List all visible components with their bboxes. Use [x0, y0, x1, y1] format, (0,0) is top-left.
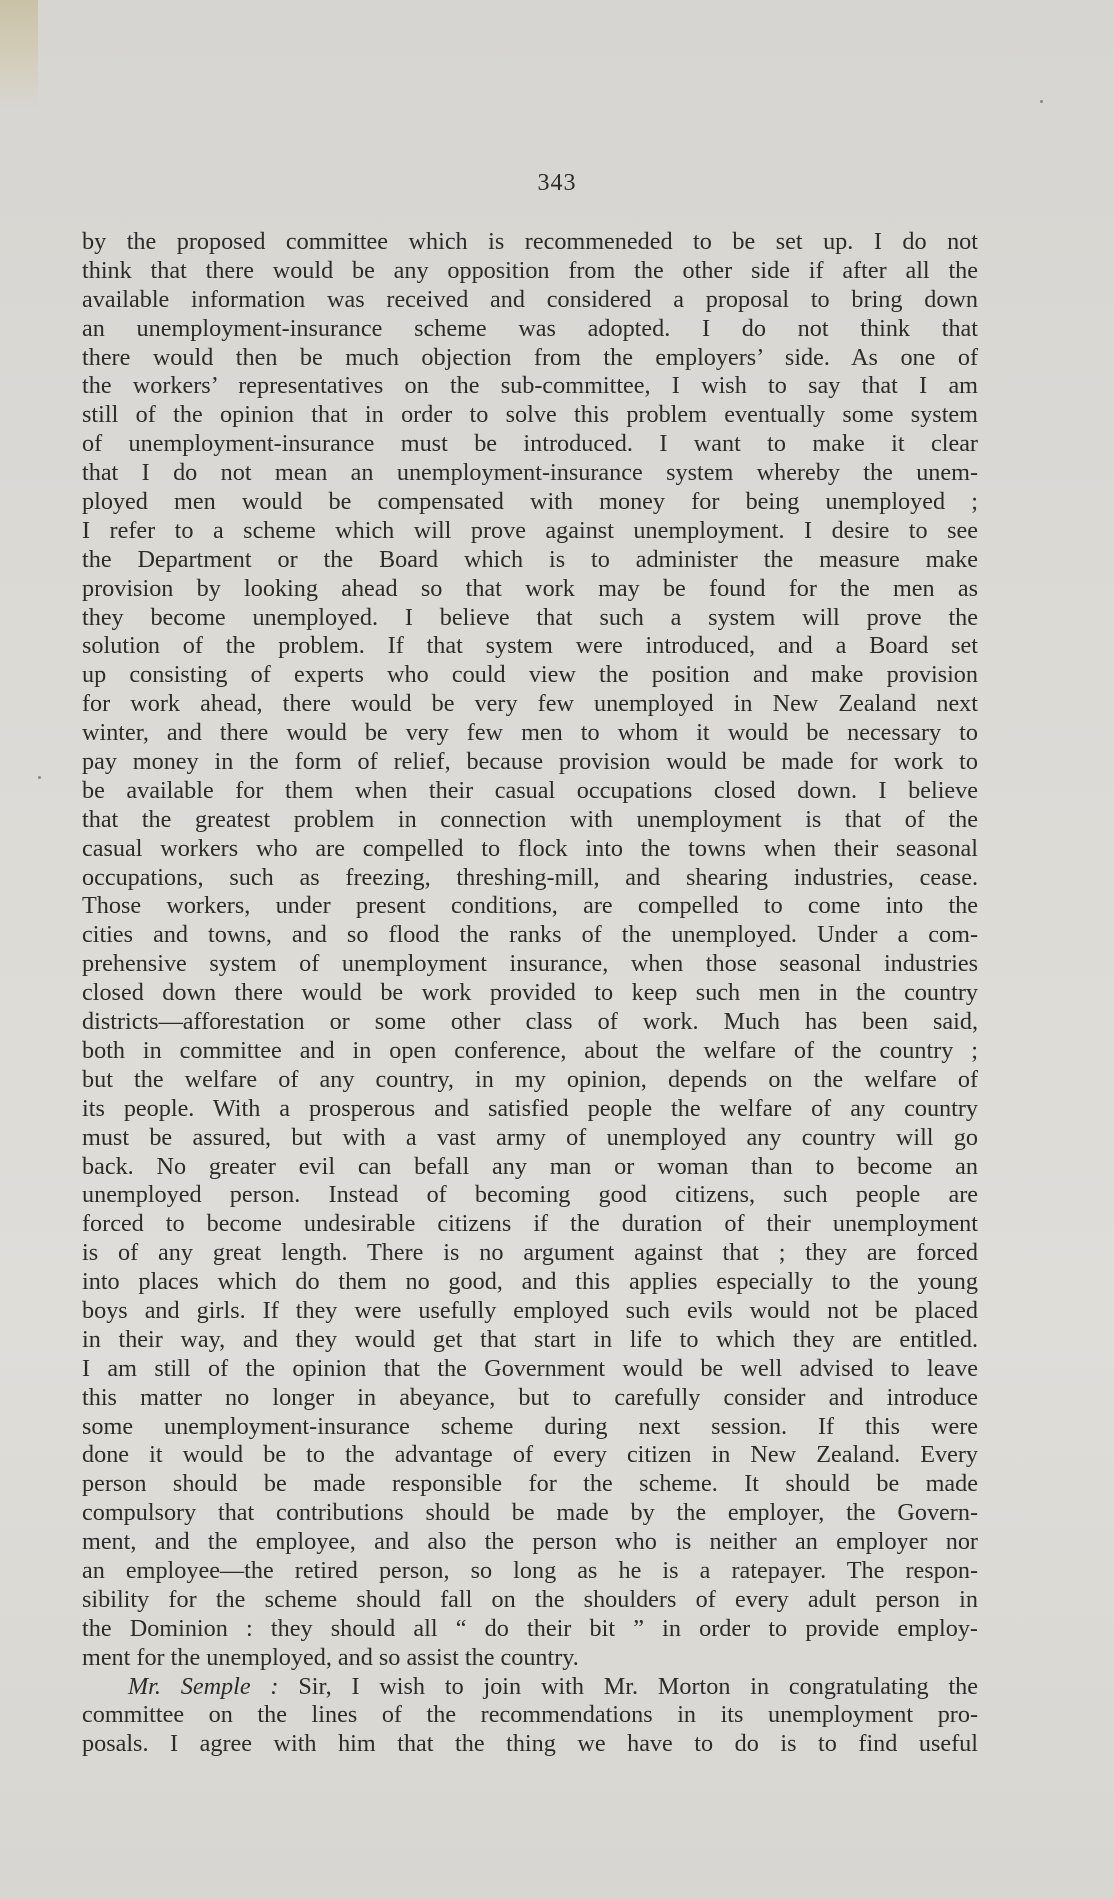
- text-line: compulsory that contributions should be made by the employer, the Govern-: [82, 1499, 978, 1527]
- text-line: there would then be much objection from the employers’ side. As one of: [82, 343, 978, 371]
- text-line: sibility for the scheme should fall on the shoulders of every adult person in: [82, 1585, 978, 1613]
- text-line: the Department or the Board which is to administer the measure make: [82, 545, 978, 573]
- text-line: of unemployment-insurance must be introduced. I want to make it clear: [82, 430, 978, 458]
- paper-speck: [1040, 100, 1043, 103]
- text-line: posals. I agree with him that the thing we have to do is to find useful: [82, 1730, 978, 1758]
- text-line: for work ahead, there would be very few unemployed in New Zealand next: [82, 690, 978, 718]
- text-line: ployed men would be compensated with money for being unemployed ;: [82, 488, 978, 516]
- text-line: casual workers who are compelled to flock into the towns when their seasonal: [82, 834, 978, 862]
- text-line: forced to become undesirable citizens if the duration of their unemployment: [82, 1210, 978, 1238]
- text-line: still of the opinion that in order to solve this problem eventually some system: [82, 401, 978, 429]
- text-line: is of any great length. There is no argument against that ; they are forced: [82, 1239, 978, 1267]
- text-line: an unemployment-insurance scheme was adopted. I do not think that: [82, 314, 978, 342]
- text-line: I am still of the opinion that the Government would be well advised to leave: [82, 1354, 978, 1382]
- text-line: I refer to a scheme which will prove against unemployment. I desire to see: [82, 516, 978, 544]
- text-line: its people. With a prosperous and satisfied people the welfare of any country: [82, 1094, 978, 1122]
- text-line: by the proposed committee which is recommeneded to be set up. I do not: [82, 228, 978, 255]
- text-line: person should be made responsible for the scheme. It should be made: [82, 1470, 978, 1498]
- text-line: the Dominion : they should all “ do their bit ” in order to provide employ-: [82, 1614, 978, 1642]
- text-line: but the welfare of any country, in my opinion, depends on the welfare of: [82, 1065, 978, 1093]
- text-line: this matter no longer in abeyance, but to carefully consider and introduce: [82, 1383, 978, 1411]
- speaker-name: Mr. Semple :: [128, 1672, 279, 1700]
- text-line: that the greatest problem in connection with unemployment is that of the: [82, 805, 978, 833]
- text-line: Those workers, under present conditions, are compelled to come into the: [82, 892, 978, 920]
- text-line: available information was received and considered a proposal to bring down: [82, 285, 978, 313]
- text-line: ment, and the employee, and also the person who is neither an employer nor: [82, 1528, 978, 1556]
- text-line: they become unemployed. I believe that such a system will prove the: [82, 603, 978, 631]
- text-line: ment for the unemployed, and so assist the country.: [82, 1643, 579, 1671]
- text-line: in their way, and they would get that start in life to which they are entitled.: [82, 1325, 978, 1353]
- text-line: the workers’ representatives on the sub-committee, I wish to say that I am: [82, 372, 978, 400]
- text-line: back. No greater evil can befall any man or woman than to become an: [82, 1152, 978, 1180]
- text-line: think that there would be any opposition from the other side if after all the: [82, 256, 978, 284]
- paper-speck: [38, 776, 41, 779]
- text-line: committee on the lines of the recommendations in its unemployment pro-: [82, 1701, 978, 1729]
- text-line: unemployed person. Instead of becoming good citizens, such people are: [82, 1181, 978, 1209]
- text-line: up consisting of experts who could view the position and make provision: [82, 661, 978, 689]
- text-line: both in committee and in open conference, about the welfare of the country ;: [82, 1036, 978, 1064]
- text-line: winter, and there would be very few men to whom it would be necessary to: [82, 719, 978, 747]
- text-line: solution of the problem. If that system were introduced, and a Board set: [82, 632, 978, 660]
- text-line: occupations, such as freezing, threshing-mill, and shearing industries, cease.: [82, 863, 978, 891]
- text-line: districts—afforestation or some other class of work. Much has been said,: [82, 1008, 978, 1036]
- text-line: boys and girls. If they were usefully employed such evils would not be placed: [82, 1296, 978, 1324]
- text-line: closed down there would be work provided to keep such men in the country: [82, 979, 978, 1007]
- paper-edge-shadow: [0, 0, 38, 110]
- page-number: 343: [537, 170, 577, 196]
- text-line: be available for them when their casual occupations closed down. I believe: [82, 776, 978, 804]
- text-line: pay money in the form of relief, because provision would be made for work to: [82, 748, 978, 776]
- speech-text: Sir, I wish to join with Mr. Morton in congratulating the: [278, 1672, 978, 1700]
- text-line: an employee—the retired person, so long as he is a ratepayer. The respon-: [82, 1556, 978, 1584]
- text-line: prehensive system of unemployment insurance, when those seasonal industries: [82, 950, 978, 978]
- text-line: cities and towns, and so flood the ranks of the unemployed. Under a com-: [82, 921, 978, 949]
- text-line: that I do not mean an unemployment-insurance system whereby the unem-: [82, 459, 978, 487]
- text-line: some unemployment-insurance scheme during next session. If this were: [82, 1412, 978, 1440]
- body-text: [82, 228, 978, 1759]
- text-line: into places which do them no good, and this applies especially to the young: [82, 1268, 978, 1296]
- paragraph-first-line: [82, 1673, 978, 1702]
- text-line: done it would be to the advantage of every citizen in New Zealand. Every: [82, 1441, 978, 1469]
- text-line: must be assured, but with a vast army of unemployed any country will go: [82, 1123, 978, 1151]
- text-line: provision by looking ahead so that work may be found for the men as: [82, 574, 978, 602]
